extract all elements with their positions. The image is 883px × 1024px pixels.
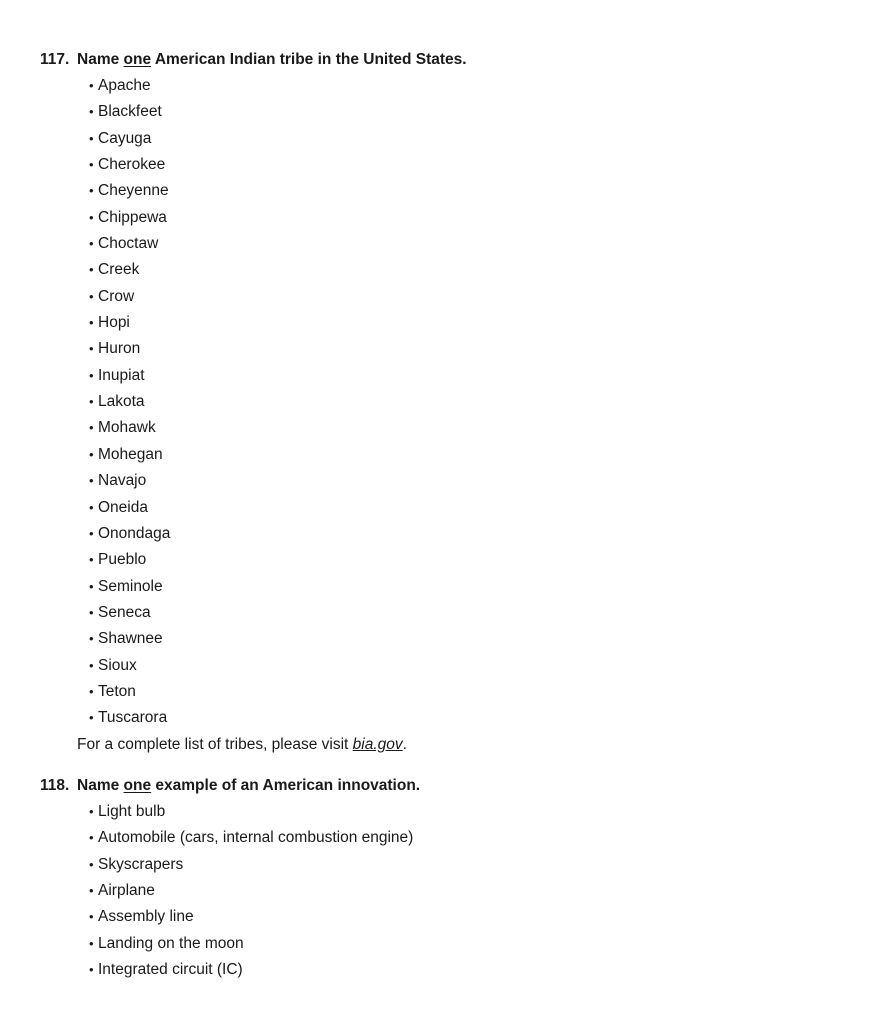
bullet-icon: • xyxy=(89,657,94,673)
answer-text: Sioux xyxy=(98,656,137,674)
answer-item xyxy=(89,904,860,930)
answer-item xyxy=(89,73,860,99)
bullet-icon: • xyxy=(89,856,94,872)
answer-text: Cherokee xyxy=(98,156,166,174)
answer-text: Hopi xyxy=(98,314,130,332)
question-text-end: example of an American innovation. xyxy=(151,777,421,794)
answer-item xyxy=(89,547,860,573)
answer-item xyxy=(89,852,860,878)
answer-item xyxy=(89,957,860,983)
answer-text: Teton xyxy=(98,682,136,700)
bullet-icon: • xyxy=(89,394,94,410)
question-heading xyxy=(40,773,860,799)
question-118 xyxy=(40,773,860,983)
answer-text: Cayuga xyxy=(98,129,152,147)
answer-text: Shawnee xyxy=(98,630,163,648)
answer-text: Integrated circuit (IC) xyxy=(98,961,243,979)
answer-text: Blackfeet xyxy=(98,103,162,121)
answer-text: Apache xyxy=(98,77,151,94)
answer-item xyxy=(89,825,860,851)
bia-gov-link[interactable]: bia.gov xyxy=(352,735,403,753)
note-period: . xyxy=(402,735,407,753)
answer-list xyxy=(40,73,860,732)
answer-item xyxy=(89,231,860,257)
answer-item xyxy=(89,799,860,825)
answer-list xyxy=(40,799,860,983)
note-text: For a complete list of tribes, please visit xyxy=(77,735,353,753)
answer-text: Light bulb xyxy=(98,803,166,820)
bullet-icon: • xyxy=(89,315,94,331)
bullet-icon: • xyxy=(89,830,94,846)
bullet-icon: • xyxy=(89,935,94,951)
bullet-icon: • xyxy=(89,341,94,357)
answer-item xyxy=(89,363,860,389)
answer-item xyxy=(89,178,860,204)
bullet-icon: • xyxy=(89,962,94,978)
answer-text: Onondaga xyxy=(98,524,171,542)
answer-item xyxy=(89,574,860,600)
answer-item xyxy=(89,126,860,152)
answer-item xyxy=(89,878,860,904)
question-number: 118. xyxy=(40,777,70,794)
answer-item xyxy=(89,205,860,231)
answer-item xyxy=(89,257,860,283)
bullet-icon: • xyxy=(89,499,94,515)
bullet-icon: • xyxy=(89,804,94,819)
bullet-icon: • xyxy=(89,578,94,594)
bullet-icon: • xyxy=(89,883,94,899)
answer-text: Automobile (cars, internal combustion engine) xyxy=(98,829,414,847)
answer-text: Seneca xyxy=(98,603,151,621)
answer-text: Choctaw xyxy=(98,235,159,253)
question-117 xyxy=(40,47,860,758)
bullet-icon: • xyxy=(89,446,94,462)
answer-item xyxy=(89,389,860,415)
answer-item xyxy=(89,626,860,652)
answer-text: Huron xyxy=(98,340,141,358)
bullet-icon: • xyxy=(89,909,94,925)
bullet-icon: • xyxy=(89,710,94,726)
answer-text: Cheyenne xyxy=(98,182,169,200)
answer-text: Inupiat xyxy=(98,366,145,384)
answer-text: Mohegan xyxy=(98,445,163,463)
answer-item xyxy=(89,152,860,178)
question-text xyxy=(77,51,467,68)
bullet-icon: • xyxy=(89,236,94,252)
answer-item xyxy=(89,284,860,310)
question-emphasis: one xyxy=(123,51,152,68)
question-text-start: Name xyxy=(77,51,124,68)
answer-text: Pueblo xyxy=(98,551,147,569)
answer-text: Lakota xyxy=(98,393,145,411)
answer-text: Creek xyxy=(98,261,140,279)
question-heading xyxy=(40,47,860,73)
answer-text: Mohawk xyxy=(98,419,156,437)
bullet-icon: • xyxy=(89,209,94,225)
bullet-icon: • xyxy=(89,288,94,304)
question-text-start: Name xyxy=(77,777,124,794)
question-text-end: American Indian tribe in the United States. xyxy=(151,51,467,68)
answer-item xyxy=(89,705,860,731)
bullet-icon: • xyxy=(89,262,94,278)
bullet-icon: • xyxy=(89,552,94,568)
answer-text: Navajo xyxy=(98,472,147,490)
bullet-icon: • xyxy=(89,631,94,647)
answer-text: Landing on the moon xyxy=(98,934,244,952)
answer-text: Skyscrapers xyxy=(98,855,184,873)
bullet-icon: • xyxy=(89,367,94,383)
answer-item xyxy=(89,310,860,336)
answer-text: Assembly line xyxy=(98,908,194,926)
question-emphasis: one xyxy=(123,777,152,794)
answer-item xyxy=(89,653,860,679)
answer-text: Crow xyxy=(98,287,135,305)
answer-text: Oneida xyxy=(98,498,148,516)
question-number: 117. xyxy=(40,51,70,68)
answer-item xyxy=(89,521,860,547)
answer-item xyxy=(89,679,860,705)
bullet-icon: • xyxy=(89,604,94,620)
answer-text: Chippewa xyxy=(98,208,167,226)
bullet-icon: • xyxy=(89,130,94,146)
bullet-icon: • xyxy=(89,104,94,120)
bullet-icon: • xyxy=(89,473,94,489)
bullet-icon: • xyxy=(89,78,94,93)
answer-item xyxy=(89,495,860,521)
bullet-icon: • xyxy=(89,157,94,173)
bullet-icon: • xyxy=(89,183,94,199)
answer-text: Tuscarora xyxy=(98,709,168,727)
answer-item xyxy=(89,931,860,957)
answer-item xyxy=(89,442,860,468)
answer-item xyxy=(89,415,860,441)
answer-item xyxy=(89,600,860,626)
bullet-icon: • xyxy=(89,683,94,699)
answer-text: Airplane xyxy=(98,882,155,900)
answer-item xyxy=(89,336,860,362)
tribes-note xyxy=(40,732,860,758)
bullet-icon: • xyxy=(89,420,94,436)
bullet-icon: • xyxy=(89,525,94,541)
question-text xyxy=(77,777,420,794)
answer-item xyxy=(89,99,860,125)
answer-text: Seminole xyxy=(98,577,163,595)
answer-item xyxy=(89,468,860,494)
